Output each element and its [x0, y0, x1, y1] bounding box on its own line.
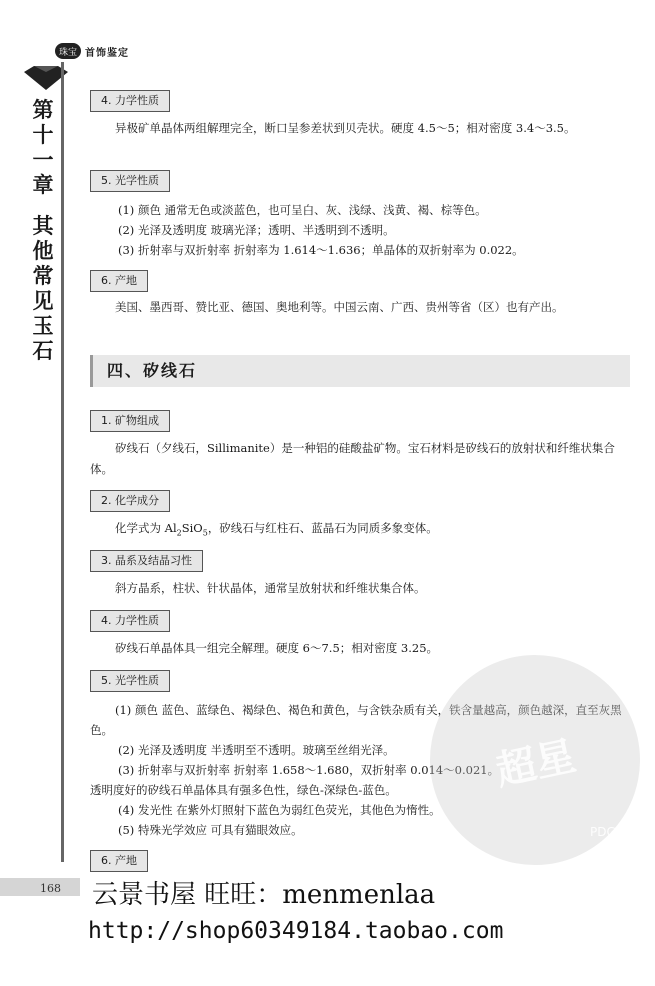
section-tag-mechanical: 4. 力学性质 [90, 610, 170, 632]
formula-suffix: ，矽线石与红柱石、蓝晶石为同质多象变体。 [207, 521, 438, 535]
paragraph-chemical [90, 518, 635, 543]
list-item: (3) 折射率与双折射率 折射率 1.658～1.680，双折射率 0.014～0.021。 [118, 763, 500, 777]
paragraph-mechanical-prev: 异极矿单晶体两组解理完全，断口呈参差状到贝壳状。硬度 4.5～5；相对密度 3.4～3.5。 [115, 121, 576, 135]
chapter-char: 石 [32, 339, 54, 363]
list-item: (3) 折射率与双折射率 折射率为 1.614～1.636；单晶体的双折射率为 0.022。 [118, 243, 524, 257]
chapter-char: 见 [32, 289, 54, 313]
list-item: (2) 光泽及透明度 半透明至不透明。玻璃至丝绢光泽。 [118, 743, 395, 757]
watermark-shop: 云景书屋 旺旺：menmenlaa [92, 880, 436, 910]
section-tag-origin-prev: 6. 产地 [90, 270, 148, 292]
section-tag-crystal: 3. 晶系及结晶习性 [90, 550, 203, 572]
list-item: (1) 颜色 蓝色、蓝绿色、褐绿色、褐色和黄色，与含铁杂质有关，铁含量越高，颜色越深，直至灰黑色。 [90, 703, 622, 737]
list-item: (4) 发光性 在紫外灯照射下蓝色为弱红色荧光，其他色为惰性。 [118, 803, 441, 817]
section-tag-mineral: 1. 矿物组成 [90, 410, 170, 432]
formula-subscript: 5 [202, 528, 208, 538]
watermark-pdg: PDG [590, 825, 616, 839]
paragraph-mineral: 矽线石（夕线石，Sillimanite）是一种铝的硅酸盐矿物。宝石材料是矽线石的放射状和纤维状集合体。 [90, 441, 615, 476]
section-tag-chemical: 2. 化学成分 [90, 490, 170, 512]
list-item: (1) 颜色 通常无色或淡蓝色，也可呈白、灰、浅绿、浅黄、褐、棕等色。 [118, 203, 487, 217]
side-rail [61, 62, 64, 862]
running-header [55, 40, 129, 62]
formula-subscript: 2 [176, 528, 182, 538]
chapter-char: 章 [32, 173, 54, 197]
chapter-char: 玉 [32, 314, 54, 338]
list-item: (5) 特殊光学效应 可具有猫眼效应。 [118, 823, 303, 837]
header-title: 首饰鉴定 [85, 47, 129, 59]
chapter-char: 其 [32, 214, 54, 238]
chapter-char: 他 [32, 239, 54, 263]
gem-icon [20, 64, 72, 92]
header-logo: 珠宝 [55, 43, 81, 59]
paragraph-origin-prev: 美国、墨西哥、赞比亚、德国、奥地利等。中国云南、广西、贵州等省（区）也有产出。 [115, 300, 564, 314]
paragraph-mechanical: 矽线石单晶体具一组完全解理。硬度 6～7.5；相对密度 3.25。 [115, 641, 439, 655]
watermark-stamp: 超星 [410, 635, 655, 884]
chapter-title [28, 100, 58, 366]
section-tag-origin: 6. 产地 [90, 850, 148, 872]
list-item: (2) 光泽及透明度 玻璃光泽；透明、半透明到不透明。 [118, 223, 395, 237]
watermark-url: http://shop60349184.taobao.com [88, 918, 504, 944]
chapter-char: 第 [32, 98, 54, 122]
chapter-char: 常 [32, 264, 54, 288]
formula-prefix: 化学式为 Al [115, 521, 177, 535]
page-number: 168 [40, 882, 61, 895]
chapter-char: 一 [32, 148, 54, 172]
chapter-char: 十 [32, 123, 54, 147]
section-tag-mechanical-prev: 4. 力学性质 [90, 90, 170, 112]
formula-middle: SiO [181, 521, 203, 535]
section-tag-optical-prev: 5. 光学性质 [90, 170, 170, 192]
list-item: 透明度好的矽线石单晶体具有强多色性，绿色-深绿色-蓝色。 [90, 783, 397, 797]
section-tag-optical: 5. 光学性质 [90, 670, 170, 692]
paragraph-crystal: 斜方晶系，柱状、针状晶体，通常呈放射状和纤维状集合体。 [115, 581, 426, 595]
section-heading: 四、矽线石 [90, 355, 630, 387]
